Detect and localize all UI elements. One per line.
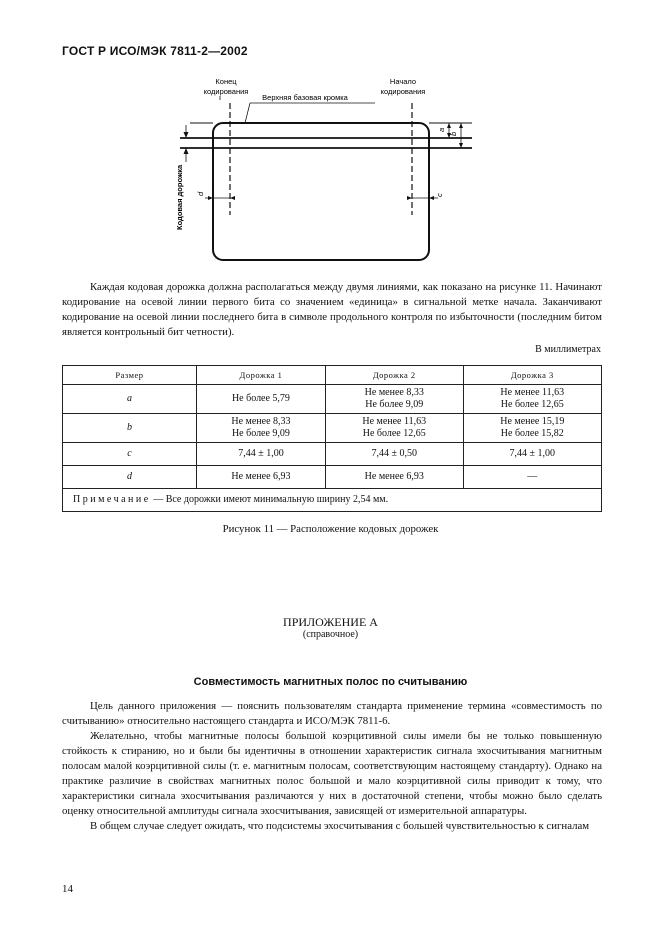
note-text: — Все дорожки имеют минимальную ширину 2,54 мм.: [150, 494, 389, 505]
document-header: ГОСТ Р ИСО/МЭК 7811-2—2002: [62, 44, 248, 58]
table-cell: —: [463, 466, 601, 489]
table-header-row: [63, 366, 602, 385]
table-cell: Не менее 8,33 Не более 9,09: [197, 414, 326, 443]
section-title: Совместимость магнитных полос по считыванию: [193, 676, 468, 688]
page-number: 14: [62, 883, 73, 895]
appendix-subtitle: (справочное): [302, 629, 359, 640]
track-location-figure: [150, 70, 490, 270]
table-cell: Не менее 8,33 Не более 9,09: [325, 385, 463, 414]
track-dimensions-table: [62, 365, 602, 512]
dim-b-label: b: [449, 131, 458, 136]
table-cell: 7,44 ± 1,00: [463, 443, 601, 466]
table-header: Дорожка 1: [197, 366, 326, 385]
table-cell: Не менее 6,93: [197, 466, 326, 489]
table-row: [63, 443, 602, 466]
table-cell: Не менее 11,63 Не более 12,65: [325, 414, 463, 443]
table-cell: 7,44 ± 0,50: [325, 443, 463, 466]
table-cell: a: [63, 385, 197, 414]
start-coding-label-1: Начало: [389, 77, 417, 86]
appendix-title: ПРИЛОЖЕНИЕ А: [283, 615, 378, 629]
table-cell: Не менее 11,63 Не более 12,65: [463, 385, 601, 414]
table-header: Размер: [63, 366, 197, 385]
dim-d-label: d: [196, 191, 205, 196]
dim-a-label: a: [437, 127, 446, 132]
table-note-row: [63, 489, 602, 512]
table-cell: Не менее 15,19 Не более 15,82: [463, 414, 601, 443]
table-cell: c: [63, 443, 197, 466]
appendix-paragraph: Цель данного приложения — пояснить пользователям стандарта применение термина «совместимость по считыванию» относительно настоящего стандарта и ИСО/МЭК 7811-6.: [62, 700, 602, 727]
appendix-body: [62, 699, 602, 834]
appendix-paragraph: Желательно, чтобы магнитные полосы большой коэрцитивной силы имели бы не только повышенную стойкость к стиранию, но и были бы идентичны в отношении характеристик сигнала эхосчитывания магнитным полосам малой коэрцитивной силы (т. е. магнитным полосам, соответствующим настоящему стандарту). Однако на практике различие в свойствах магнитных полос большой и мало коэрцитивной силы приводит к тому, что характеристики сигнала эхосчитывания различаются у них в достаточной степени, чтобы можно было сделать оценку относительной амплитуды сигнала эхосчитывания, зависящей от измерительной аппаратуры.: [62, 730, 602, 817]
paragraph-track-coding: Каждая кодовая дорожка должна располагаться между двумя линиями, как показано на рисунке 11. Начинают кодирование на осевой линии первого бита со значением «единица» в сигнальной метке начала. Заканчивают кодирование на осевой линии последнего бита в символе продольного контроля по избыточности (последним битом является контрольный бит четности).: [62, 281, 602, 338]
table-header: Дорожка 3: [463, 366, 601, 385]
appendix-paragraph: В общем случае следует ожидать, что подсистемы эхосчитывания с большей чувствительностью к сигналам: [90, 820, 590, 832]
card-outline: [213, 123, 429, 260]
table-header: Дорожка 2: [325, 366, 463, 385]
table-cell: Не более 5,79: [197, 385, 326, 414]
table-cell: Не менее 6,93: [325, 466, 463, 489]
track-label: Кодовая дорожка: [175, 164, 184, 230]
table-row: [63, 466, 602, 489]
end-coding-label-2: кодирования: [203, 87, 249, 96]
table-note: [63, 489, 602, 512]
table-row: [63, 414, 602, 443]
table-cell: 7,44 ± 1,00: [197, 443, 326, 466]
note-label: Примечание: [73, 494, 151, 505]
table-cell: b: [63, 414, 197, 443]
units-note: В миллиметрах: [535, 344, 601, 355]
start-coding-label-2: кодирования: [380, 87, 426, 96]
table-cell: d: [63, 466, 197, 489]
top-edge-label: Верхняя базовая кромка: [262, 93, 348, 102]
end-coding-label-1: Конец: [215, 77, 237, 86]
table-row: [63, 385, 602, 414]
dim-c-label: c: [435, 193, 444, 197]
figure-caption: Рисунок 11 — Расположение кодовых дорожек: [222, 523, 439, 535]
